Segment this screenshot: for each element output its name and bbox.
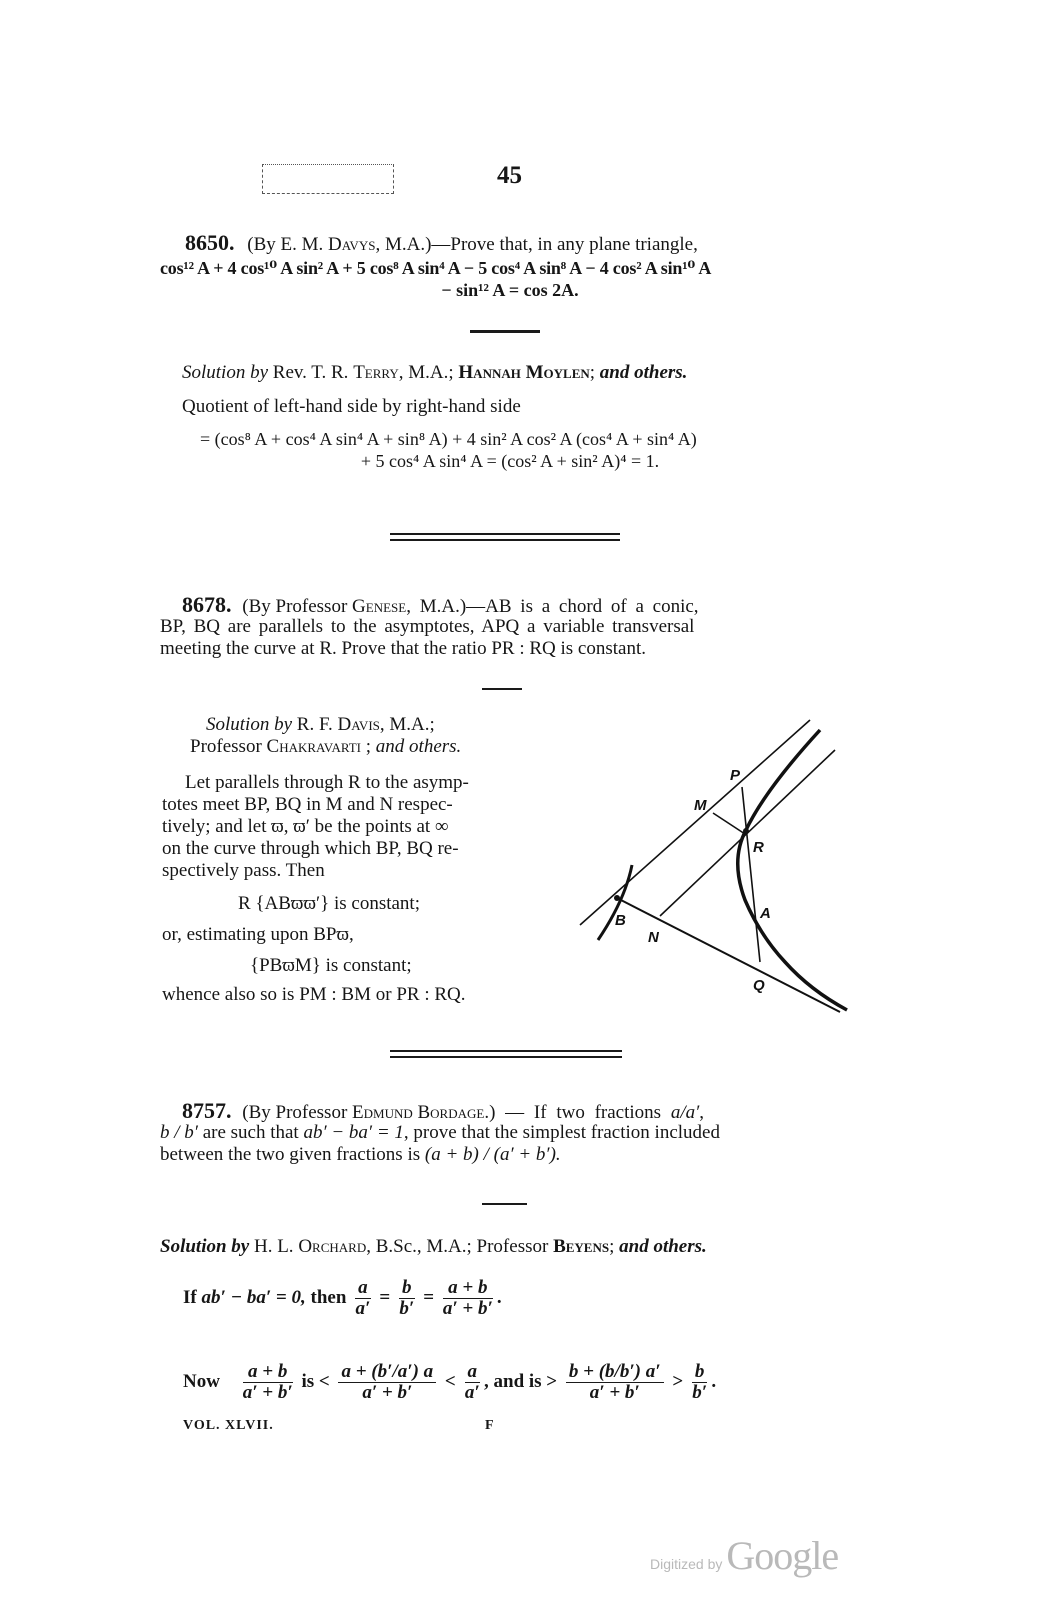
q8678-heading xyxy=(182,594,699,618)
fraction xyxy=(243,1362,293,1403)
author-name: Davys xyxy=(328,234,376,255)
double-rule-top xyxy=(390,1050,622,1052)
short-rule xyxy=(470,330,540,333)
text: , and is > xyxy=(484,1371,558,1392)
separator: ; xyxy=(589,362,600,383)
double-rule-bottom xyxy=(390,1056,622,1058)
separator: ; xyxy=(609,1236,620,1257)
fraction xyxy=(443,1278,493,1319)
question-text: , M.A.)—AB is a chord of a conic, xyxy=(406,596,699,617)
q8757-statement-line-2 xyxy=(160,1122,720,1144)
q8678-body-line: Let parallels through R to the asymp- xyxy=(185,772,469,793)
period: . xyxy=(496,1287,502,1308)
line-mr xyxy=(713,813,745,834)
solver-title: Professor xyxy=(190,736,267,757)
author-name: Edmund Bordage xyxy=(352,1102,485,1123)
q8678-body-line: totes meet BP, BQ in M and N respec- xyxy=(162,794,453,815)
denominator: a′ + b′ xyxy=(362,1382,413,1404)
text: are such that xyxy=(197,1122,304,1143)
solver-name: Davis xyxy=(337,714,380,735)
text: then xyxy=(305,1287,352,1308)
denominator: b′ xyxy=(692,1382,708,1404)
label-q: Q xyxy=(753,977,765,994)
line-pq xyxy=(742,787,760,962)
q8650-heading xyxy=(185,232,698,256)
line-bp xyxy=(580,720,810,925)
solver-name: Terry xyxy=(353,362,399,383)
q8757-heading xyxy=(182,1100,704,1124)
solver-suffix: , B.Sc., M.A.; Professor xyxy=(366,1236,554,1257)
short-rule xyxy=(482,688,522,690)
author-prefix: (By Professor xyxy=(242,596,353,617)
double-rule-bottom xyxy=(390,539,620,541)
q8678-body-line: whence also so is PM : BM or PR : RQ. xyxy=(162,984,466,1005)
numerator: b xyxy=(399,1278,415,1299)
fraction-expr: a/a′ xyxy=(670,1102,700,1123)
fraction xyxy=(399,1278,415,1319)
watermark-prefix: Digitized by xyxy=(650,1556,723,1572)
q8650-solution-equation-1: = (cos⁸ A + cos⁴ A sin⁴ A + sin⁸ A) + 4 sin² A cos² A (cos⁴ A + sin⁴ A) xyxy=(200,429,697,449)
numerator: a + (b′/a′) a xyxy=(338,1362,436,1383)
numerator: a + b xyxy=(243,1362,293,1383)
author-name: Genese xyxy=(352,596,407,617)
solver-suffix: , M.A.; xyxy=(379,714,435,735)
label-p: P xyxy=(730,767,741,784)
condition-expr: ab′ − ba′ = 0, xyxy=(201,1287,306,1308)
and-others: and others. xyxy=(599,362,688,383)
q8757-statement-line-3 xyxy=(160,1144,561,1166)
question-text: .) — If two fractions xyxy=(484,1102,671,1123)
text: If xyxy=(183,1287,202,1308)
denominator: a′ + b′ xyxy=(442,1298,493,1320)
solver-name: Hannah Moylen xyxy=(458,362,590,383)
q8678-body-line: tively; and let ϖ, ϖ′ be the points at ∞ xyxy=(162,816,449,837)
label-b: B xyxy=(615,912,626,929)
label-r: R xyxy=(753,839,764,856)
volume-signature: VOL. XLVII. xyxy=(183,1418,274,1433)
printer-signature: F xyxy=(485,1418,494,1433)
result-expr: (a + b) / (a′ + b′). xyxy=(424,1144,561,1165)
q8678-statement-line-3: meeting the curve at R. Prove that the ratio PR : RQ is constant. xyxy=(160,638,646,659)
short-rule xyxy=(482,1203,527,1205)
fraction xyxy=(692,1362,708,1403)
q8678-equation-1: R {ABϖϖ′} is constant; xyxy=(238,893,420,914)
numerator: b xyxy=(692,1362,708,1383)
condition-expr: ab′ − ba′ = 1 xyxy=(303,1122,404,1143)
q8757-solution-byline xyxy=(160,1236,707,1258)
question-number: 8650. xyxy=(185,230,235,255)
q8650-equation-line-2: − sin¹² A = cos 2A. xyxy=(441,280,579,300)
double-rule-top xyxy=(390,533,620,535)
greater-than: > xyxy=(672,1371,684,1392)
q8678-solution-byline-1 xyxy=(206,714,435,736)
fraction xyxy=(566,1362,664,1403)
author-prefix: (By Professor xyxy=(242,1102,353,1123)
q8650-solution-equation-2: + 5 cos⁴ A sin⁴ A = (cos² A + sin² A)⁴ = 1. xyxy=(360,451,660,471)
numerator: b + (b/b′) a′ xyxy=(566,1362,664,1383)
q8650-solution-byline xyxy=(182,362,687,384)
page-number: 45 xyxy=(497,162,522,189)
label-m: M xyxy=(694,797,707,814)
denominator: a′ + b′ xyxy=(589,1382,640,1404)
comma: , xyxy=(699,1102,704,1123)
point-b xyxy=(614,895,620,901)
q8678-body-line: spectively pass. Then xyxy=(162,860,325,881)
numerator: a xyxy=(355,1278,371,1299)
q8757-if-line xyxy=(183,1275,502,1321)
separator: ; xyxy=(361,736,376,757)
solution-label: Solution by xyxy=(182,362,269,383)
solver-initials: H. L. xyxy=(253,1236,299,1257)
solver-name: Chakravarti xyxy=(266,736,362,757)
author-prefix: (By E. M. xyxy=(247,234,328,255)
denominator: b′ xyxy=(399,1298,415,1320)
and-others: and others. xyxy=(375,736,462,757)
solver-initials: R. F. xyxy=(296,714,338,735)
numerator: a + b xyxy=(443,1278,493,1299)
google-watermark xyxy=(650,1532,838,1579)
fraction xyxy=(338,1362,436,1403)
q8678-solution-byline-2 xyxy=(190,736,461,758)
q8678-statement-line-2: BP, BQ are parallels to the asymptotes, APQ a variable transversal xyxy=(160,616,695,637)
q8678-body-line: or, estimating upon BPϖ, xyxy=(162,924,354,945)
q8757-now-line xyxy=(183,1350,716,1414)
q8678-equation-2: {PBϖM} is constant; xyxy=(250,955,412,976)
q8678-body-line: on the curve through which BP, BQ re- xyxy=(162,838,459,859)
label-a: A xyxy=(760,905,771,922)
question-number: 8757. xyxy=(182,1098,232,1123)
period: . xyxy=(711,1371,717,1392)
q8650-equation-line-1: cos¹² A + 4 cos¹⁰ A sin² A + 5 cos⁸ A sin⁴ A − 5 cos⁴ A sin⁸ A − 4 cos² A sin¹⁰ A xyxy=(160,258,712,278)
solver-suffix: , M.A.; xyxy=(398,362,459,383)
solution-label: Solution by xyxy=(206,714,293,735)
text: is < xyxy=(301,1371,330,1392)
fraction xyxy=(465,1362,481,1403)
equals: = xyxy=(379,1287,391,1308)
label-n: N xyxy=(648,929,659,946)
point-r xyxy=(743,828,749,834)
solver-name: Beyens xyxy=(553,1236,610,1257)
library-stamp xyxy=(262,164,394,194)
less-than: < xyxy=(444,1371,456,1392)
question-text: , M.A.)—Prove that, in any plane triangle, xyxy=(375,234,698,255)
fraction xyxy=(355,1278,371,1319)
text: , prove that the simplest fraction included xyxy=(403,1122,720,1143)
solution-label: Solution by xyxy=(160,1236,250,1257)
fraction-expr: b / b′ xyxy=(160,1122,198,1143)
solver-name: Orchard xyxy=(298,1236,367,1257)
google-logo-text: Google xyxy=(726,1533,839,1578)
conic-diagram xyxy=(560,700,860,1020)
equals: = xyxy=(423,1287,435,1308)
solver-title: Rev. T. R. xyxy=(272,362,354,383)
question-number: 8678. xyxy=(182,592,232,617)
q8650-solution-text: Quotient of left-hand side by right-hand side xyxy=(182,396,521,417)
and-others: and others. xyxy=(619,1236,707,1257)
denominator: a′ + b′ xyxy=(242,1382,293,1404)
numerator: a xyxy=(465,1362,481,1383)
line-bq xyxy=(617,898,840,1012)
text: between the two given fractions is xyxy=(160,1144,425,1165)
denominator: a′ xyxy=(464,1382,480,1404)
text: Now xyxy=(183,1371,220,1392)
denominator: a′ xyxy=(355,1298,371,1320)
